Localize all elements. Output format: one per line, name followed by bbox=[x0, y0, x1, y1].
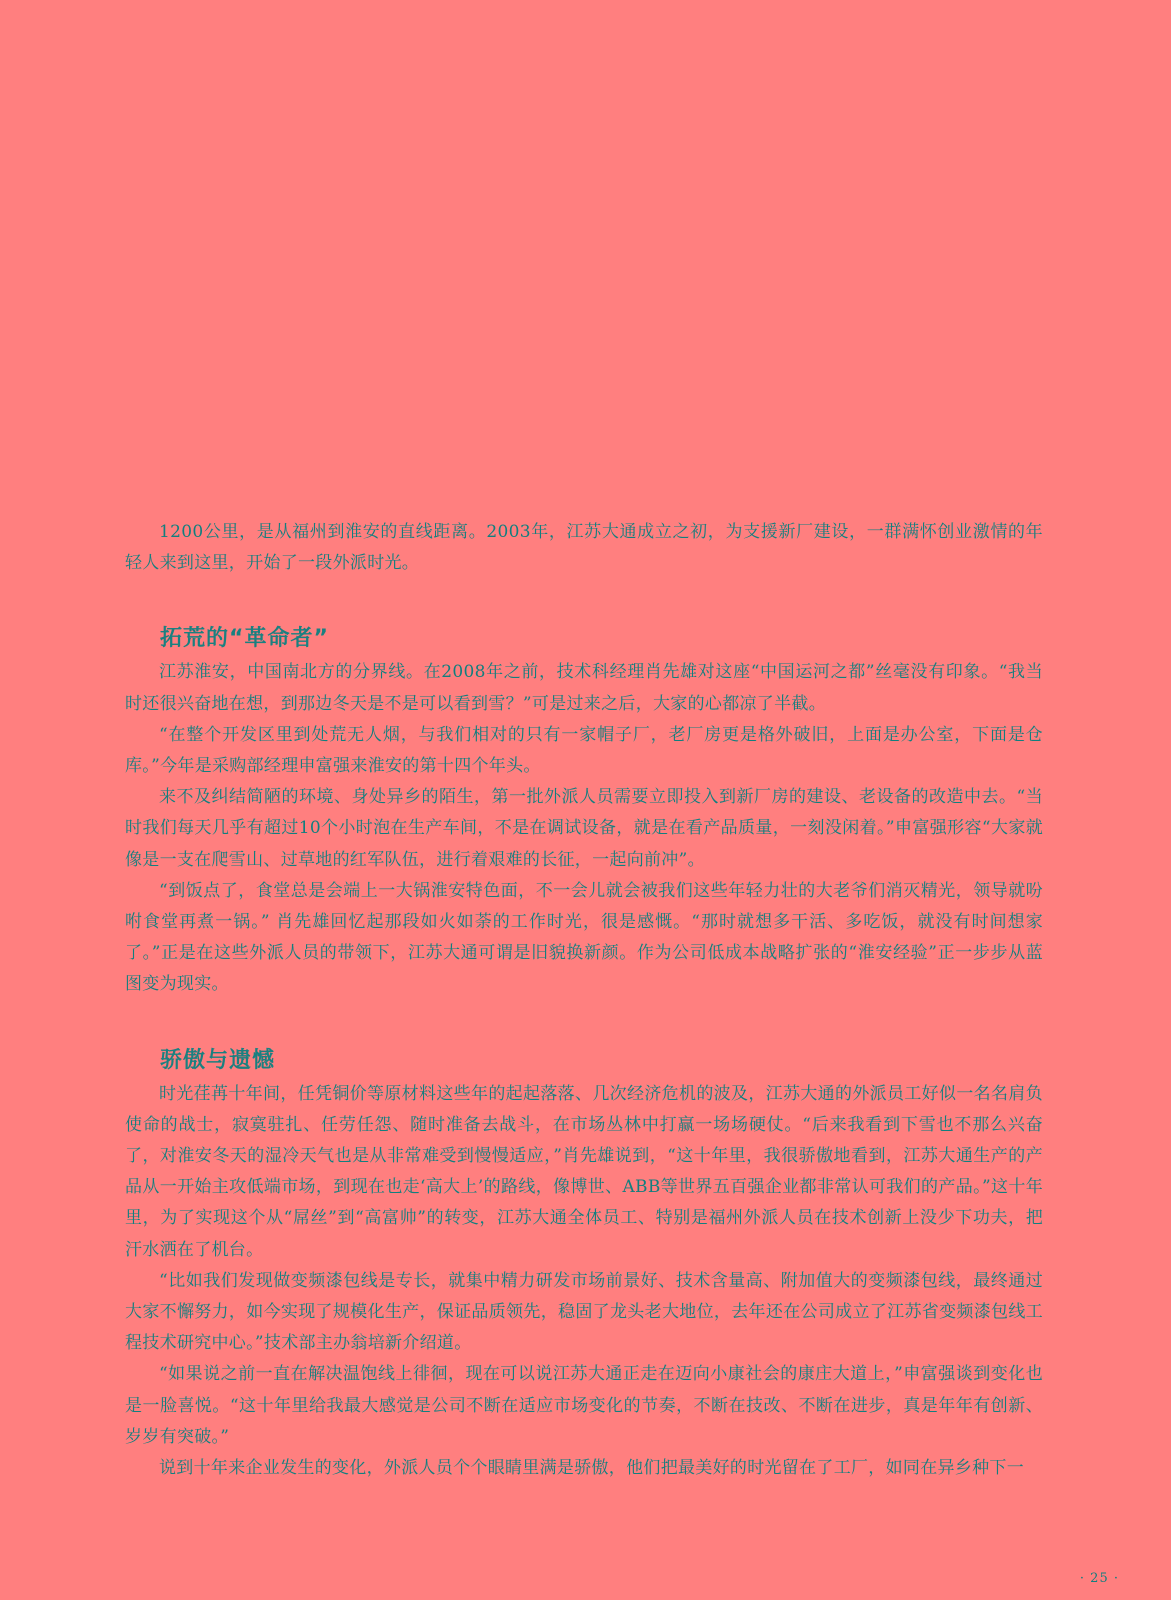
section-heading: 骄傲与遗憾 bbox=[160, 1047, 276, 1073]
paragraph: 时光荏苒十年间，任凭铜价等原材料这些年的起起落落、几次经济危机的波及，江苏大通的外派员工好似一名名肩负使命的战士，寂寞驻扎、任劳任怨、随时准备去战斗，在市场丛林中打赢一场场硬仗。“后来我看到下雪也不那么兴奋了，对淮安冬天的湿冷天气也是从非常难受到慢慢适应，”肖先雄说到，“这十年里，我很骄傲地看到，江苏大通生产的产品从一开始主攻低端市场，到现在也走‘高大上’的路线，像博世、ABB等世界五百强企业都非常认可我们的产品。”这十年里，为了实现这个从“屌丝”到“高富帅”的转变，江苏大通全体员工、特别是福州外派人员在技术创新上没少下功夫，把汗水洒在了机台。 bbox=[125, 1083, 1043, 1260]
paragraph: 江苏淮安，中国南北方的分界线。在2008年之前，技术科经理肖先雄对这座“中国运河之都”丝毫没有印象。“我当时还很兴奋地在想，到那边冬天是不是可以看到雪？”可是过来之后，大家的心都凉了半截。 bbox=[125, 662, 1043, 714]
page-number: · 25 · bbox=[1079, 1571, 1119, 1586]
paragraph: “比如我们发现做变频漆包线是专长，就集中精力研发市场前景好、技术含量高、附加值大的变频漆包线，最终通过大家不懈努力，如今实现了规模化生产，保证品质领先，稳固了龙头老大地位，去年还在公司成立了江苏省变频漆包线工程技术研究中心。”技术部主办翁培新介绍道。 bbox=[125, 1270, 1043, 1354]
article-body bbox=[125, 517, 1043, 1484]
section-heading: 拓荒的“革命者” bbox=[160, 626, 329, 652]
section-pioneers bbox=[125, 623, 1043, 1000]
paragraph: 来不及纠结简陋的环境、身处异乡的陌生，第一批外派人员需要立即投入到新厂房的建设、老设备的改造中去。“当时我们每天几乎有超过10个小时泡在生产车间，不是在调试设备，就是在看产品质量，一刻没闲着。”申富强形容“大家就像是一支在爬雪山、过草地的红军队伍，进行着艰难的长征，一起向前冲”。 bbox=[125, 787, 1043, 870]
paragraph: 说到十年来企业发生的变化，外派人员个个眼睛里满是骄傲，他们把最美好的时光留在了工厂，如同在异乡种下一 bbox=[159, 1458, 1024, 1479]
paragraph: “在整个开发区里到处荒无人烟，与我们相对的只有一家帽子厂，老厂房更是格外破旧，上面是办公室，下面是仓库。”今年是采购部经理申富强来淮安的第十四个年头。 bbox=[125, 724, 1043, 777]
section-pride-and-regret bbox=[125, 1045, 1043, 1485]
intro-paragraph: 1200公里，是从福州到淮安的直线距离。2003年，江苏大通成立之初，为支援新厂建设，一群满怀创业激情的年轻人来到这里，开始了一段外派时光。 bbox=[125, 522, 1043, 574]
paragraph: “如果说之前一直在解决温饱线上徘徊，现在可以说江苏大通正走在迈向小康社会的康庄大道上，”申富强谈到变化也是一脸喜悦。“这十年里给我最大感觉是公司不断在适应市场变化的节奏，不断在技改、不断在进步，真是年年有创新、岁岁有突破。” bbox=[125, 1364, 1043, 1447]
paragraph: “到饭点了，食堂总是会端上一大锅淮安特色面，不一会儿就会被我们这些年轻力壮的大老爷们消灭精光，领导就吩咐食堂再煮一锅。” 肖先雄回忆起那段如火如荼的工作时光，很是感慨。“那时就想多干活、多吃饭，就没有时间想家了。”正是在这些外派人员的带领下，江苏大通可谓是旧貌换新颜。作为公司低成本战略扩张的“淮安经验”正一步步从蓝图变为现实。 bbox=[125, 880, 1043, 995]
